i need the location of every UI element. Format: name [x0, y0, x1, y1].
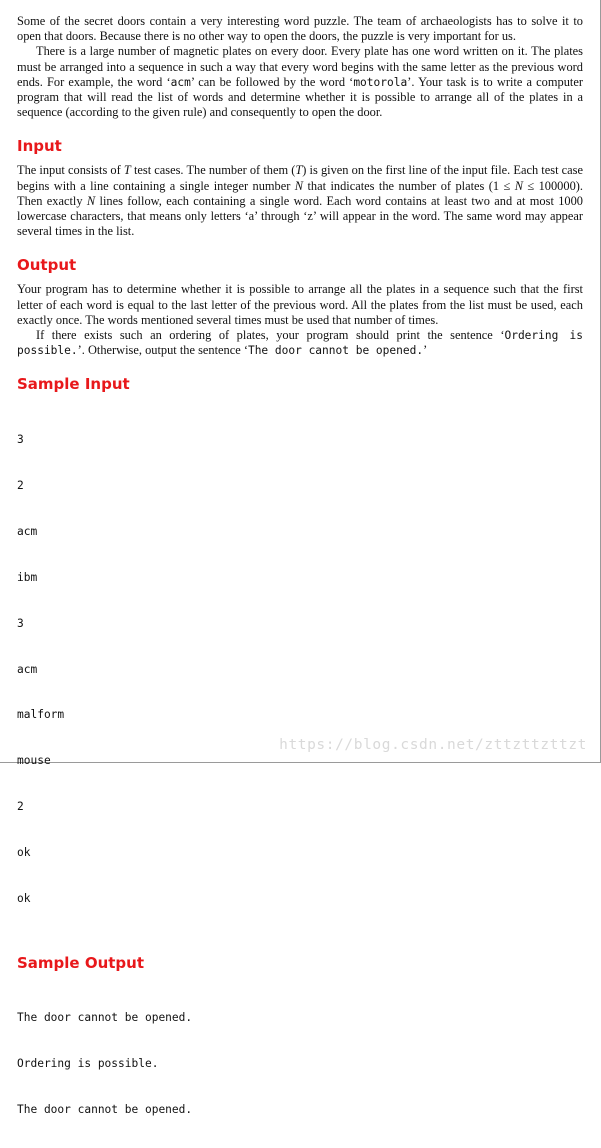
input-paragraph — [17, 163, 583, 239]
sample-input-line: 3 — [17, 433, 24, 447]
var-n: N — [294, 178, 304, 193]
input-text-6: lines follow, each containing a single word. Each word contains at least two and at most 1000 lowercase characters, that means only letters ‘a’ through ‘z’ will appear in the word. The same word may appear several times in the list. — [17, 193, 583, 239]
sample-input-line: ibm — [17, 570, 38, 584]
input-text-1: The input consists of — [17, 163, 124, 178]
sample-input-line: mouse — [17, 754, 51, 768]
sample-output-line: Ordering is possible. — [17, 1057, 159, 1071]
sample-output-line: The door cannot be opened. — [17, 1103, 193, 1117]
sample-input-line: acm — [17, 524, 38, 538]
sample-input-heading: Sample Input — [17, 375, 130, 394]
example-word-acm: acm — [170, 75, 191, 89]
input-text-4: that indicates the number of plates (1 ≤ — [303, 178, 515, 193]
sample-input-line: ok — [17, 846, 31, 860]
sample-input-line: malform — [17, 708, 65, 722]
problem-statement — [17, 14, 583, 1148]
var-t-2: T — [295, 163, 303, 178]
output-heading: Output — [17, 256, 77, 275]
intro-paragraph-1: Some of the secret doors contain a very interesting word puzzle. The team of archaeologists has to solve it to open that doors. Because there is no other way to open the doors, the puzzle is very important for us. — [17, 14, 583, 44]
output-paragraph-2 — [17, 328, 583, 358]
sample-output-heading: Sample Output — [17, 953, 145, 972]
input-text-2: test cases. The number of them ( — [130, 163, 296, 178]
intro-text-a: There is a large number of magnetic plates on every door. Every plate has one word written on it. The plates must be arranged into a sequence in such a way that every word begins with the same letter as the previous word ends. For example, the word ‘ — [17, 44, 583, 89]
sample-input-block — [17, 401, 583, 936]
intro-text-b: ’ can be followed by the word ‘ — [190, 74, 354, 89]
var-t: T — [123, 163, 131, 178]
sample-input-line: ok — [17, 891, 31, 905]
sample-output-line: The door cannot be opened. — [17, 1011, 193, 1025]
intro-text-c: ’. Your task is to write a computer program that will read the list of words and determine whether it is possible to arrange all of the plates in a sequence (according to the given rule) and consequently to open the door. — [17, 74, 583, 120]
var-n-2: N — [514, 178, 523, 193]
input-text-3: ) is given on the first line of the input file. Each test case begins with a line containing a single integer number — [17, 163, 583, 193]
sample-input-line: acm — [17, 662, 38, 676]
intro-paragraph-2 — [17, 44, 583, 120]
input-text-5: ≤ 100000). Then exactly — [17, 178, 583, 208]
output-text-c: ’ — [423, 343, 428, 358]
sample-input-line: 2 — [17, 800, 24, 814]
watermark-url: https://blog.csdn.net/zttzttzttzt — [279, 737, 587, 753]
output-text-a: If there exists such an ordering of plates, your program should print the sentence ‘ — [36, 328, 505, 343]
code-ordering-possible: Ordering is possible. — [17, 329, 583, 358]
code-door-cannot-open: The door cannot be opened. — [247, 344, 424, 358]
sample-input-line: 2 — [17, 478, 24, 492]
example-word-motorola: motorola — [353, 75, 408, 89]
output-text-b: ’. Otherwise, output the sentence ‘ — [77, 343, 248, 358]
sample-output-block — [17, 980, 583, 1148]
var-n-3: N — [86, 193, 96, 208]
output-paragraph-1: Your program has to determine whether it is possible to arrange all the plates in a sequence such that the first letter of each word is equal to the last letter of the previous word. All the plates from the list must be used, each exactly once. The words mentioned several times must be used that number of times. — [17, 282, 583, 327]
input-heading: Input — [17, 137, 62, 156]
sample-input-line: 3 — [17, 616, 24, 630]
